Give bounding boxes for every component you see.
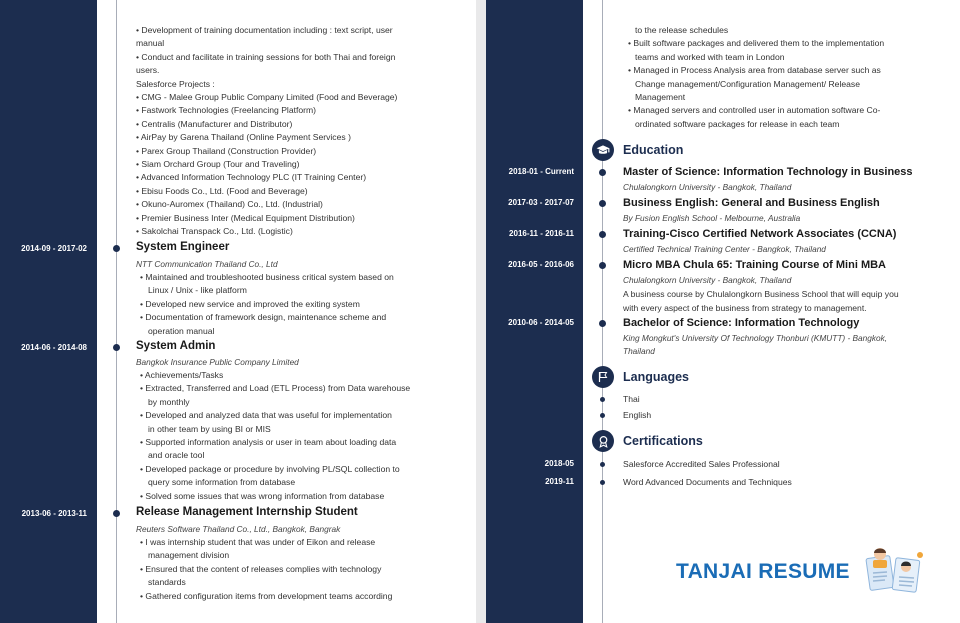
section-title-certifications: Certifications	[623, 434, 703, 448]
bullet-line: operation manual	[148, 325, 215, 336]
intro-line: • Fastwork Technologies (Freelancing Platform)	[136, 105, 317, 116]
timeline-dot	[599, 320, 606, 327]
timeline-line	[116, 0, 117, 623]
timeline-dot	[113, 344, 120, 351]
intro-line: • AirPay by Garena Thailand (Online Payment Services )	[136, 132, 351, 143]
intro-line: • Ebisu Foods Co., Ltd. (Food and Beverage)	[136, 185, 308, 196]
bullet-line: • Developed and analyzed data that was useful for implementation	[140, 410, 392, 421]
cert-name: Salesforce Accredited Sales Professional	[623, 459, 780, 469]
date-sidebar	[486, 0, 583, 623]
bullet-line: • Managed in Process Analysis area from database server such as	[628, 65, 881, 76]
education-description: with every aspect of the business from strategy to management.	[623, 302, 867, 313]
education-title: Master of Science: Information Technology in Business	[623, 166, 913, 178]
company-name: Reuters Software Thailand Co., Ltd., Bangkok, Bangrak	[136, 524, 341, 534]
company-name: Bangkok Insurance Public Company Limited	[136, 357, 299, 367]
timeline-dot	[113, 510, 120, 517]
education-institution: Chulalongkorn University - Bangkok, Thailand	[623, 182, 792, 192]
bullet-line: standards	[148, 577, 186, 588]
bullet-line: • Extracted, Transferred and Load (ETL Process) from Data warehouse	[140, 383, 411, 394]
bullet-line: • Developed package or procedure by involving PL/SQL collection to	[140, 463, 400, 474]
job-title: Release Management Internship Student	[136, 506, 358, 518]
intro-line: users.	[136, 65, 160, 76]
company-name: NTT Communication Thailand Co., Ltd	[136, 259, 278, 269]
bullet-line: management division	[148, 550, 230, 561]
job-title: System Engineer	[136, 241, 230, 253]
education-institution: Thailand	[623, 346, 655, 357]
bullet-line: • Ensured that the content of releases complies with technology	[140, 563, 382, 574]
resume-page-left	[0, 0, 476, 623]
bullet-line: query some information from database	[148, 477, 296, 488]
education-date: 2017-03 - 2017-07	[508, 198, 574, 207]
intro-line: Salesforce Projects :	[136, 78, 215, 89]
intro-line: • Siam Orchard Group (Tour and Traveling)	[136, 159, 300, 169]
education-description: A business course by Chulalongkorn Business School that will equip you	[623, 289, 899, 300]
timeline-dot	[599, 231, 606, 238]
cert-date: 2019-11	[545, 477, 574, 486]
education-date: 2018-01 - Current	[508, 167, 574, 176]
education-date: 2016-05 - 2016-06	[508, 260, 574, 269]
cert-name: Word Advanced Documents and Techniques	[623, 477, 792, 487]
bullet-line: by monthly	[148, 396, 190, 407]
education-title: Business English: General and Business English	[623, 197, 880, 209]
timeline-dot	[599, 169, 606, 176]
timeline-dot	[600, 480, 605, 485]
intro-line: • Parex Group Thailand (Construction Provider)	[136, 145, 317, 156]
bullet-line: • Documentation of framework design, maintenance scheme and	[140, 312, 387, 323]
award-ribbon-icon	[592, 430, 614, 452]
bullet-line: to the release schedules	[635, 25, 729, 35]
timeline-line	[602, 0, 603, 623]
timeline-dot	[113, 245, 120, 252]
brand-logo: TANJAI RESUME	[676, 560, 850, 583]
language-item: Thai	[623, 394, 640, 404]
resume-page-right	[486, 0, 960, 623]
bullet-line: • Maintained and troubleshooted business critical system based on	[140, 272, 394, 282]
intro-line: • Development of training documentation including : text script, user	[136, 25, 393, 35]
language-item: English	[623, 410, 652, 420]
timeline-dot	[599, 200, 606, 207]
education-institution: By Fusion English School - Melbourne, Australia	[623, 213, 801, 223]
education-institution: Certified Technical Training Center - Bangkok, Thailand	[623, 244, 826, 254]
bullet-line: • Achievements/Tasks	[140, 370, 224, 380]
education-institution: Chulalongkorn University - Bangkok, Thailand	[623, 275, 792, 285]
education-institution: King Mongkut's University Of Technology Thonburi (KMUTT) - Bangkok,	[623, 333, 888, 343]
intro-line: • Advanced Information Technology PLC (IT Training Center)	[136, 172, 367, 183]
bullet-line: • Built software packages and delivered them to the implementation	[628, 38, 885, 49]
bullet-line: and oracle tool	[148, 450, 205, 461]
intro-line: • Premier Business Inter (Medical Equipment Distribution)	[136, 212, 355, 223]
bullet-line: Linux / Unix - like platform	[148, 285, 247, 296]
date-sidebar	[0, 0, 97, 623]
bullet-line: in other team by using BI or MIS	[148, 423, 271, 434]
section-title-education: Education	[623, 143, 684, 157]
intro-line: • Conduct and facilitate in training sessions for both Thai and foreign	[136, 51, 396, 62]
timeline-dot	[600, 397, 605, 402]
job-date: 2014-06 - 2014-08	[21, 343, 87, 352]
cert-date: 2018-05	[544, 459, 574, 468]
section-title-languages: Languages	[623, 370, 689, 384]
bullet-line: teams and worked with team in London	[635, 51, 785, 62]
timeline-dot	[600, 462, 605, 467]
intro-line: • Centralis (Manufacturer and Distributor)	[136, 118, 293, 129]
intro-line: • Okuno-Auromex (Thailand) Co., Ltd. (Industrial)	[136, 199, 323, 210]
flag-icon	[592, 366, 614, 388]
bullet-line: ordinated software packages for release in each team	[635, 118, 840, 129]
bullet-line: Change management/Configuration Management/ Release	[635, 78, 861, 89]
timeline-dot	[599, 262, 606, 269]
job-date: 2014-09 - 2017-02	[21, 244, 87, 253]
intro-line: • CMG - Malee Group Public Company Limited (Food and Beverage)	[136, 92, 398, 102]
bullet-line: • I was internship student that was under of Eikon and release	[140, 537, 376, 547]
education-title: Micro MBA Chula 65: Training Course of Mini MBA	[623, 259, 886, 271]
education-title: Training-Cisco Certified Network Associates (CCNA)	[623, 228, 897, 240]
education-title: Bachelor of Science: Information Technology	[623, 317, 860, 329]
intro-line: manual	[136, 38, 165, 49]
graduation-cap-icon	[592, 139, 614, 161]
bullet-line: • Solved some issues that was wrong information from database	[140, 490, 385, 501]
education-date: 2016-11 - 2016-11	[509, 229, 574, 238]
bullet-line: • Developed new service and improved the exiting system	[140, 298, 360, 309]
education-date: 2010-06 - 2014-05	[508, 318, 574, 327]
resume-illustration-icon	[864, 547, 926, 597]
bullet-line: Management	[635, 92, 686, 102]
bullet-line: • Gathered configuration items from development teams according	[140, 590, 393, 601]
job-title: System Admin	[136, 340, 216, 352]
bullet-line: • Supported information analysis or user in team about loading data	[140, 437, 397, 447]
timeline-dot	[600, 413, 605, 418]
intro-line: • Sakolchai Transpack Co., Ltd. (Logistic)	[136, 226, 293, 236]
bullet-line: • Managed servers and controlled user in automation software Co-	[628, 105, 881, 116]
job-date: 2013-06 - 2013-11	[21, 509, 87, 518]
